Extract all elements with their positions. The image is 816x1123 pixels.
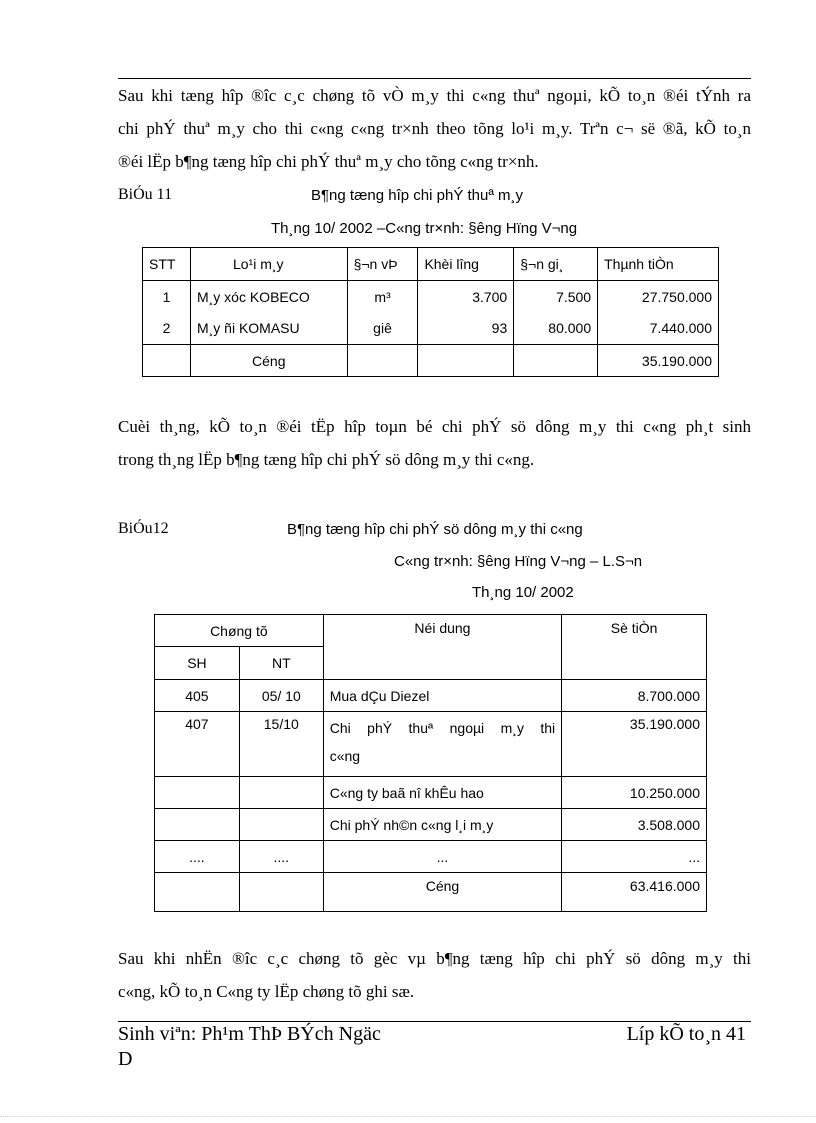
footer-class: Líp kÕ to¸n 41 bbox=[626, 1023, 746, 1045]
paragraph-line: chi phÝ thuª m¸y cho thi c«ng c«ng tr×nh theo tõng lo¹i m¸y. Trªn c¬ së ®ã, kÕ to¸n bbox=[118, 119, 751, 138]
cell-unit: giê bbox=[347, 313, 418, 345]
table2-subtitle-project: C«ng tr×nh: §êng Hïng V¬ng – L.S¬n bbox=[394, 553, 643, 570]
col-header-quantity: Khèi lîng bbox=[418, 248, 514, 281]
col-header-stt: STT bbox=[143, 248, 191, 281]
table2-header-row bbox=[155, 615, 707, 647]
cell-nt: 15/10 bbox=[239, 712, 323, 777]
cell-sh bbox=[155, 777, 240, 809]
table-row bbox=[155, 809, 707, 841]
cell-machine-type: M¸y ñi KOMASU bbox=[190, 313, 347, 345]
cell-unit-price: 7.500 bbox=[514, 281, 598, 313]
table1-header-row bbox=[143, 248, 719, 281]
cell-unit: m³ bbox=[347, 281, 418, 313]
table2-label: BiÓu12 bbox=[118, 520, 169, 537]
cell-content: ... bbox=[323, 841, 561, 873]
cell-content-line: Chi phÝ thuª ngoµi m¸y thi bbox=[329, 720, 556, 736]
table1-label: BiÓu 11 bbox=[118, 186, 173, 203]
page-bottom-border bbox=[0, 1116, 816, 1117]
paragraph-line: Cuèi th¸ng, kÕ to¸n ®éi tËp hîp toµn bé chi phÝ sö dông m¸y thi c«ng ph¸t sinh bbox=[118, 417, 751, 436]
cell-content-line: c«ng bbox=[329, 748, 361, 764]
col-header-content: Néi dung bbox=[323, 615, 561, 680]
cell-amount: ... bbox=[562, 841, 707, 873]
paragraph-line: c«ng, kÕ to¸n C«ng ty lËp chøng tõ ghi sæ. bbox=[118, 982, 415, 1001]
paragraph-conclusion bbox=[118, 942, 751, 1008]
cell-empty bbox=[239, 873, 323, 912]
table1-total-row bbox=[143, 345, 719, 377]
cell-total-label: Céng bbox=[190, 345, 347, 377]
cell-empty bbox=[514, 345, 598, 377]
cell-amount: 27.750.000 bbox=[598, 281, 719, 313]
cell-stt: 2 bbox=[143, 313, 191, 345]
table2-total-row bbox=[155, 873, 707, 912]
table2-title: B¶ng tæng hîp chi phÝ sö dông m¸y thi c«ng bbox=[287, 521, 583, 538]
cell-nt bbox=[239, 809, 323, 841]
table-row bbox=[143, 313, 719, 345]
cell-sh: 405 bbox=[155, 680, 240, 712]
col-header-amount: Thµnh tiÒn bbox=[598, 248, 719, 281]
cell-content: Chi phÝ nh©n c«ng l¸i m¸y bbox=[323, 809, 561, 841]
col-header-amount: Sè tiÒn bbox=[562, 615, 707, 680]
footer-student-name: Sinh viªn: Ph¹m ThÞ BÝch Ngäc bbox=[118, 1023, 381, 1045]
table1-machine-rental bbox=[142, 247, 719, 377]
table2-machine-usage bbox=[154, 614, 707, 912]
cell-machine-type: M¸y xóc KOBECO bbox=[190, 281, 347, 313]
cell-amount: 35.190.000 bbox=[562, 712, 707, 777]
table-row bbox=[155, 712, 707, 777]
table-row bbox=[155, 841, 707, 873]
col-header-unit: §¬n vÞ bbox=[347, 248, 418, 281]
cell-stt: 1 bbox=[143, 281, 191, 313]
cell-amount: 7.440.000 bbox=[598, 313, 719, 345]
footer-student-name-cont: D bbox=[118, 1048, 133, 1070]
cell-empty bbox=[143, 345, 191, 377]
cell-empty bbox=[155, 873, 240, 912]
cell-amount: 10.250.000 bbox=[562, 777, 707, 809]
cell-total-value: 35.190.000 bbox=[598, 345, 719, 377]
cell-empty bbox=[418, 345, 514, 377]
cell-content: Mua dÇu Diezel bbox=[323, 680, 561, 712]
cell-nt bbox=[239, 777, 323, 809]
cell-sh: 407 bbox=[155, 712, 240, 777]
cell-nt: .... bbox=[239, 841, 323, 873]
col-header-documents: Chøng tõ bbox=[155, 615, 324, 647]
cell-total-value: 63.416.000 bbox=[562, 873, 707, 912]
table1-subtitle: Th¸ng 10/ 2002 –C«ng tr×nh: §êng Hïng V¬ng bbox=[271, 220, 578, 237]
footer-student bbox=[118, 1022, 381, 1072]
cell-quantity: 93 bbox=[418, 313, 514, 345]
table2-subtitle-month: Th¸ng 10/ 2002 bbox=[472, 584, 574, 601]
cell-amount: 8.700.000 bbox=[562, 680, 707, 712]
cell-content bbox=[323, 712, 561, 777]
cell-sh bbox=[155, 809, 240, 841]
table-row bbox=[155, 777, 707, 809]
cell-amount: 3.508.000 bbox=[562, 809, 707, 841]
table-row bbox=[155, 680, 707, 712]
paragraph-line: Sau khi tæng hîp ®îc c¸c chøng tõ vÒ m¸y thi c«ng thuª ngoµi, kÕ to¸n ®éi tÝnh ra bbox=[118, 86, 751, 105]
paragraph-month-end bbox=[118, 410, 751, 476]
cell-nt: 05/ 10 bbox=[239, 680, 323, 712]
paragraph-line: trong th¸ng lËp b¶ng tæng hîp chi phÝ sö dông m¸y thi c«ng. bbox=[118, 450, 535, 469]
col-header-sh: SH bbox=[155, 647, 240, 680]
cell-empty bbox=[347, 345, 418, 377]
col-header-nt: NT bbox=[239, 647, 323, 680]
col-header-unit-price: §¬n gi¸ bbox=[514, 248, 598, 281]
table1-title: B¶ng tæng hîp chi phÝ thuª m¸y bbox=[311, 187, 524, 204]
paragraph-intro bbox=[118, 79, 751, 178]
col-header-machine-type: Lo¹i m¸y bbox=[190, 248, 347, 281]
cell-quantity: 3.700 bbox=[418, 281, 514, 313]
cell-total-label: Céng bbox=[323, 873, 561, 912]
cell-sh: .... bbox=[155, 841, 240, 873]
table-row bbox=[143, 281, 719, 313]
paragraph-line: ®éi lËp b¶ng tæng hîp chi phÝ thuª m¸y cho tõng c«ng tr×nh. bbox=[118, 152, 539, 171]
paragraph-line: Sau khi nhËn ®îc c¸c chøng tõ gèc vµ b¶ng tæng hîp chi phÝ sö dông m¸y thi bbox=[118, 949, 751, 968]
cell-unit-price: 80.000 bbox=[514, 313, 598, 345]
cell-content: C«ng ty baã nî khÊu hao bbox=[323, 777, 561, 809]
